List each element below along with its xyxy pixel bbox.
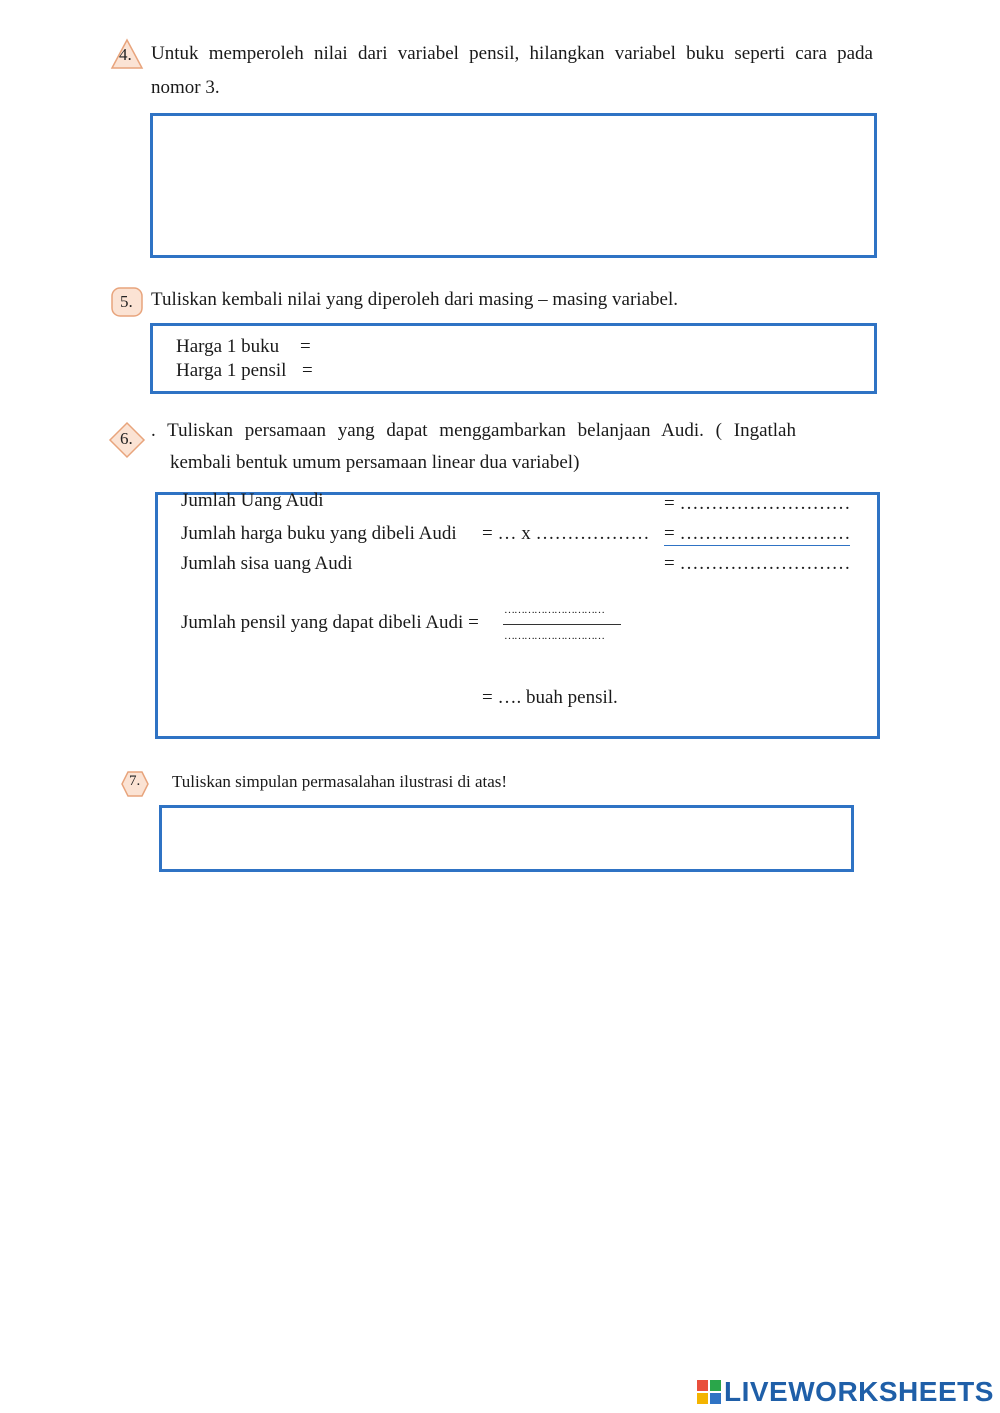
q6-fraction-denominator[interactable]: ………………………… [504,630,604,642]
question-7-answer-box[interactable] [159,805,854,872]
q6-result[interactable]: = …. buah pensil. [482,687,618,708]
q6-row3-label: Jumlah sisa uang Audi [181,553,353,574]
q6-row2-label: Jumlah harga buku yang dibeli Audi [181,523,457,544]
q6-fraction-bar [503,624,621,625]
question-6-text-line1: . Tuliskan persamaan yang dapat menggambarkan belanjaan Audi. ( Ingatlah [151,420,796,441]
q6-row1-value[interactable]: = ……………………… [664,493,851,514]
liveworksheets-logo-text: LIVEWORKSHEETS [724,1376,994,1407]
liveworksheets-logo-icon [697,1380,721,1404]
question-4-text-line2: nomor 3. [151,77,220,98]
question-7-text: Tuliskan simpulan permasalahan ilustrasi di atas! [172,772,508,791]
q5-row1-equals: = [300,336,311,357]
question-6-number: 6. [120,429,133,448]
question-7-number: 7. [129,773,141,789]
q6-row4-label: Jumlah pensil yang dapat dibeli Audi = [181,612,479,633]
q6-fraction-numerator[interactable]: ………………………… [504,604,604,616]
question-4-number: 4. [119,45,132,64]
q6-row2-mid[interactable]: = … x ……………… [482,523,650,544]
q5-row2-label: Harga 1 pensil [176,360,287,381]
q6-row1-label: Jumlah Uang Audi [181,490,324,511]
question-6-text-line2: kembali bentuk umum persamaan linear dua variabel) [170,452,580,473]
question-4-answer-box[interactable] [150,113,877,258]
question-5-number: 5. [120,292,133,311]
question-4-text-line1: Untuk memperoleh nilai dari variabel pensil, hilangkan variabel buku seperti cara pada [151,43,873,64]
q5-row1-label: Harga 1 buku [176,336,280,357]
q6-row2-value[interactable]: = ……………………… [664,523,851,544]
q6-row3-value[interactable]: = ……………………… [664,553,851,574]
q5-row2-equals: = [302,360,313,381]
question-5-answer-box[interactable] [150,323,877,394]
question-5-text: Tuliskan kembali nilai yang diperoleh dari masing – masing variabel. [151,289,678,310]
